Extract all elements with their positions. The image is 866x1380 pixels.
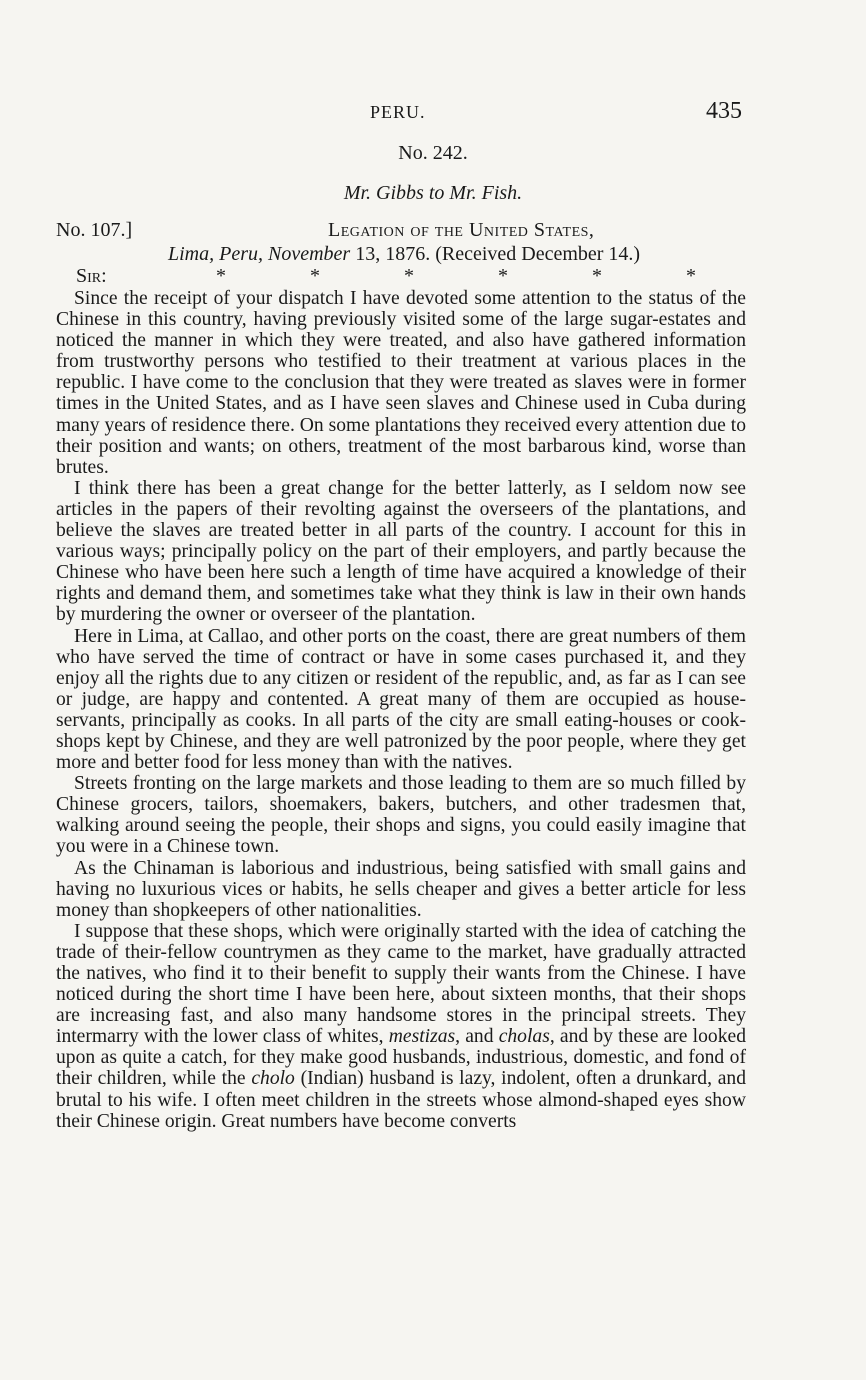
dateline-place: Lima, Peru, November <box>168 243 351 265</box>
paragraph: I think there has been a great change for the better latterly, as I seldom now see articles in the papers of their revolting against the overseers of the plantations, and believe the slaves are treated better in all parts of the country. I account for this in various ways; principally policy on the part of their employers, and partly because the Chinese who have been here such a length of time have acquired a knowledge of their rights and demand them, and sometimes take what they think is law in their own hands by murdering the owner or overseer of the plantation. <box>56 477 746 626</box>
italic-term: mestizas <box>388 1026 456 1048</box>
document-number: No. 242. <box>398 142 468 164</box>
italic-term: cholo <box>251 1068 295 1090</box>
dateline-date: 13, 1876. (Received December 14.) <box>350 243 641 265</box>
paragraph-text: I suppose that these shops, which were originally started with the idea of catching the trade of their-fellow countrymen as they came to the market, have gradually attracted the natives, who find it to their benefit to supply their wants from the Chinese. I have noticed during the short time I have been here, about sixteen months, that their shops are increasing fast, and also many handsome stores in the principal streets. They intermarry with the lower class of whites, <box>56 920 746 1048</box>
star: * <box>592 265 602 287</box>
star: * <box>310 265 320 287</box>
running-head-title: PERU. <box>370 102 426 122</box>
star: * <box>216 265 226 287</box>
salutation: Sir: <box>76 265 107 287</box>
paragraph: Streets fronting on the large markets and those leading to them are so much filled by Chinese grocers, tailors, shoemakers, bakers, butchers, and other tradesmen that, walking around seeing the people, their shops and signs, you could easily imagine that you were in a Chinese town. <box>56 773 746 858</box>
document-subtitle: Mr. Gibbs to Mr. Fish. <box>343 182 523 204</box>
paragraph-text: , and by these are looked upon as quite a catch, for they make good husbands, industrious, domestic, and fond of their children, while the <box>56 1026 746 1090</box>
ellipsis-stars <box>216 264 780 288</box>
paragraph-text: (Indian) husband is lazy, indolent, often a drunkard, and brutal to his wife. I often meet children in the streets whose almond-shaped eyes show their Chinese origin. Great numbers have become converts <box>56 1068 746 1132</box>
italic-term: cholas <box>498 1026 550 1048</box>
star: * <box>498 265 508 287</box>
paragraph <box>56 921 746 1132</box>
running-head <box>0 98 866 126</box>
page-number: 435 <box>706 98 742 124</box>
dateline-text <box>168 242 640 266</box>
star: * <box>686 265 696 287</box>
paragraph: As the Chinaman is laborious and industrious, being satisfied with small gains and having no luxurious vices or habits, he sells cheaper and gives a better article for less money than shopkeepers of other nationalities. <box>56 857 746 921</box>
letter-body <box>56 288 746 1132</box>
paragraph: Here in Lima, at Callao, and other ports on the coast, there are great numbers of them who have served the time of contract or have in some cases purchased it, and they enjoy all the rights due to any citizen or resident of the republic, and, as far as I can see or judge, are happy and contented. A great many of them are occupied as house-servants, principally as cooks. In all parts of the city are small eating-houses or cook-shops kept by Chinese, and they are well patronized by the poor people, where they get more and better food for less money than with the natives. <box>56 625 746 774</box>
paragraph-text: , and <box>455 1026 499 1048</box>
legation-title: Legation of the United States, <box>328 219 595 241</box>
star: * <box>404 265 414 287</box>
paragraph: Since the receipt of your dispatch I have devoted some attention to the status of the Chinese in this country, having previously visited some of the large sugar-estates and noticed the manner in which they were treated, and also have gathered information from trustworthy persons who testified to their treatment at various places in the republic. I have come to the conclusion that they were treated as slaves were in former times in the United States, and as I have seen slaves and Chinese used in Cuba during many years of residence there. On some plantations they received every attention due to their position and wants; on others, treatment of the most barbarous kind, worse than brutes. <box>56 288 746 478</box>
dispatch-number: No. 107.] <box>56 219 133 241</box>
